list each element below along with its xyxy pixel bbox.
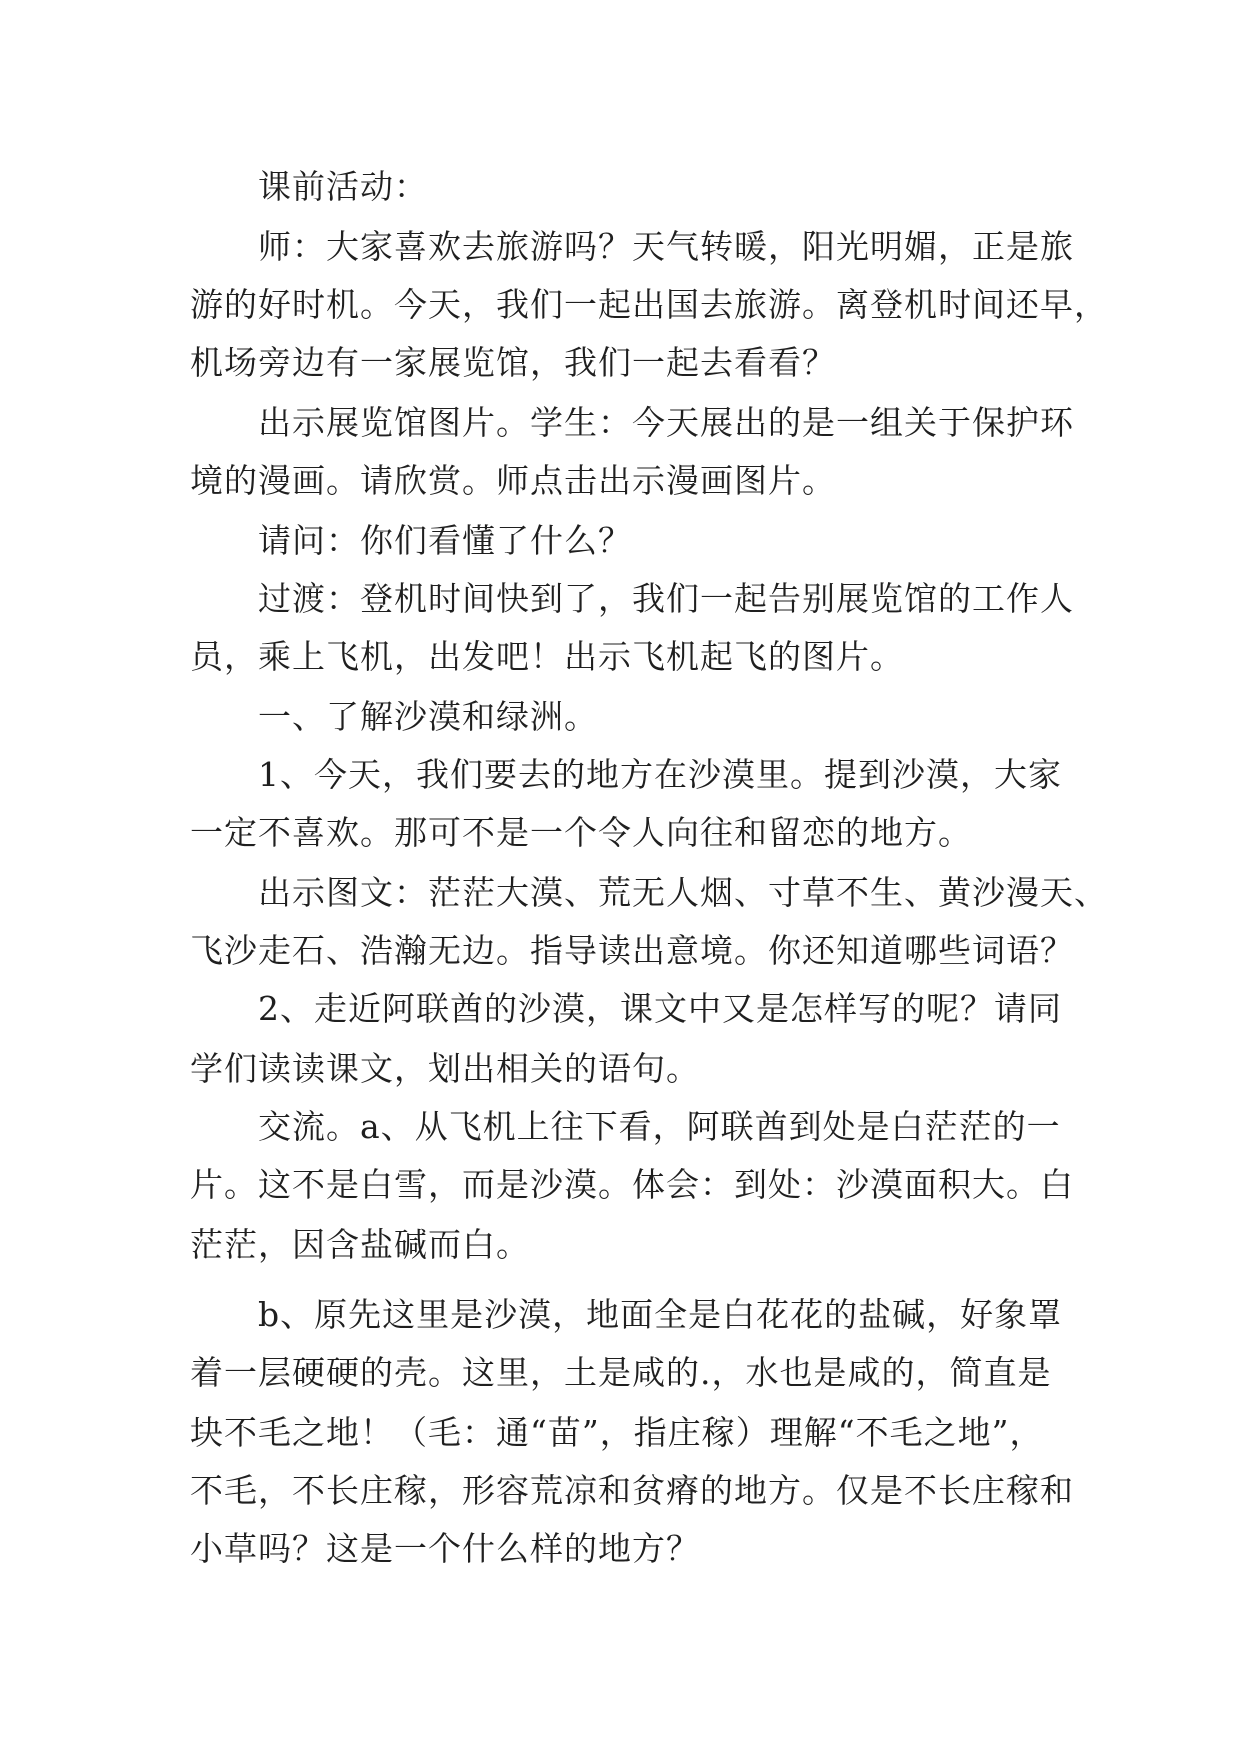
text-line: 交流。a、从飞机上往下看，阿联酋到处是白茫茫的一	[258, 1107, 1061, 1146]
text-line: b、原先这里是沙漠，地面全是白花花的盐碱，好象罩	[258, 1295, 1063, 1334]
text-line: 片。这不是白雪，而是沙漠。体会：到处：沙漠面积大。白	[190, 1165, 1074, 1204]
text-line: 员，乘上飞机，出发吧！出示飞机起飞的图片。	[190, 637, 904, 676]
text-line: 课前活动：	[258, 167, 428, 206]
text-line: 机场旁边有一家展览馆，我们一起去看看？	[190, 343, 836, 382]
text-line: 小草吗？这是一个什么样的地方？	[190, 1529, 700, 1568]
text-line: 出示展览馆图片。学生：今天展出的是一组关于保护环	[258, 403, 1074, 442]
text-line: 境的漫画。请欣赏。师点击出示漫画图片。	[190, 461, 836, 500]
text-line: 块不毛之地！（毛：通“苗”，指庄稼）理解“不毛之地”，	[190, 1413, 1044, 1452]
text-line: 过渡：登机时间快到了，我们一起告别展览馆的工作人	[258, 579, 1074, 618]
text-line: 飞沙走石、浩瀚无边。指导读出意境。你还知道哪些词语？	[190, 931, 1074, 970]
text-line: 着一层硬硬的壳。这里，土是咸的.，水也是咸的，简直是	[190, 1353, 1052, 1392]
text-line: 1、今天，我们要去的地方在沙漠里。提到沙漠，大家	[258, 755, 1062, 794]
text-line: 2、走近阿联酋的沙漠，课文中又是怎样写的呢？请同	[258, 989, 1062, 1028]
text-line: 出示图文：茫茫大漠、荒无人烟、寸草不生、黄沙漫天、	[258, 873, 1108, 912]
text-line: 学们读读课文，划出相关的语句。	[190, 1049, 700, 1088]
text-line: 一定不喜欢。那可不是一个令人向往和留恋的地方。	[190, 813, 972, 852]
text-line: 师：大家喜欢去旅游吗？天气转暖，阳光明媚，正是旅	[258, 227, 1074, 266]
text-line: 一、了解沙漠和绿洲。	[258, 697, 598, 736]
text-line: 请问：你们看懂了什么？	[258, 521, 632, 560]
text-line: 不毛，不长庄稼，形容荒凉和贫瘠的地方。仅是不长庄稼和	[190, 1471, 1074, 1510]
text-line: 茫茫，因含盐碱而白。	[190, 1225, 530, 1264]
text-line: 游的好时机。今天，我们一起出国去旅游。离登机时间还早，	[190, 285, 1108, 324]
